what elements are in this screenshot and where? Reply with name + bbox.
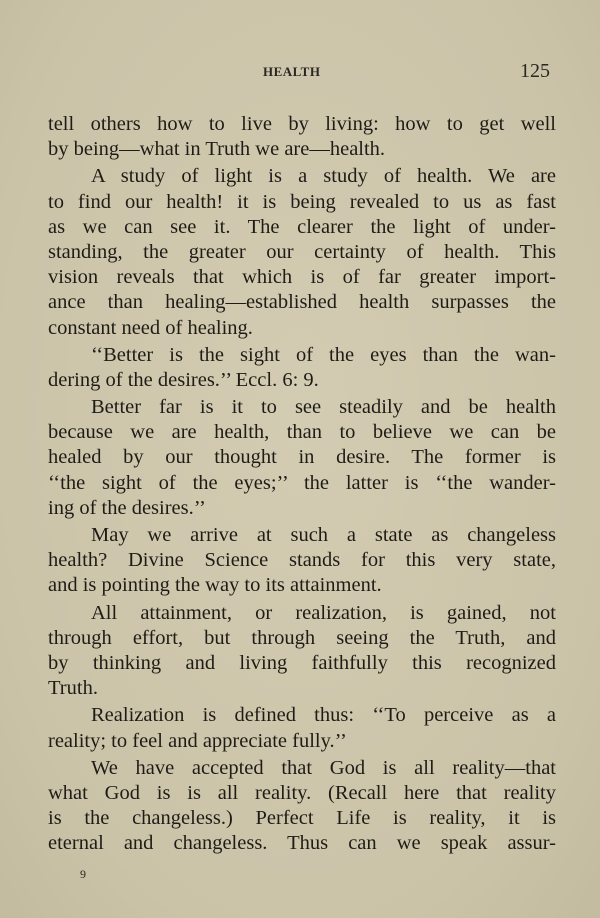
text-line: health? Divine Science stands for this very state, [48, 549, 556, 572]
text-line: Truth. [48, 677, 98, 700]
text-line: dering of the desires.’’ Eccl. 6: 9. [48, 368, 319, 391]
running-head: HEALTH [263, 64, 321, 79]
text-line: ‘‘the sight of the eyes;’’ the latter is ‘‘the wander- [48, 471, 556, 494]
text-line: ‘‘Better is the sight of the eyes than the wan- [91, 343, 556, 366]
text-line: Realization is defined thus: ‘‘To perceive as a [91, 704, 556, 727]
text-line: what God is is all reality. (Recall here that reality [48, 781, 556, 804]
text-line: to find our health! it is being revealed to us as fast [48, 190, 556, 213]
text-line: eternal and changeless. Thus can we speak assur- [48, 832, 556, 855]
text-line: as we can see it. The clearer the light of under- [48, 215, 556, 238]
text-line: ance than healing—established health surpasses the [48, 291, 556, 314]
text-line: constant need of healing. [48, 316, 253, 339]
text-line: standing, the greater our certainty of health. This [48, 240, 556, 263]
body-text [48, 112, 556, 856]
text-line: by thinking and living faithfully this recognized [48, 651, 556, 674]
text-line: tell others how to live by living: how to get well [48, 113, 556, 135]
text-line: and is pointing the way to its attainment. [48, 574, 382, 597]
text-line: reality; to feel and appreciate fully.’’ [48, 729, 347, 752]
text-line: We have accepted that God is all reality—that [91, 756, 556, 779]
text-line: is the changeless.) Perfect Life is reality, it is [48, 807, 556, 830]
page-number: 125 [520, 60, 550, 82]
text-line: A study of light is a study of health. We are [91, 165, 556, 188]
text-line: Better far is it to see steadily and be health [91, 396, 556, 419]
text-line: All attainment, or realization, is gained, not [91, 601, 556, 624]
text-line: through effort, but through seeing the Truth, and [48, 626, 556, 649]
text-line: vision reveals that which is of far greater import- [48, 266, 556, 289]
text-line: by being—what in Truth we are—health. [48, 138, 386, 161]
signature-mark: 9 [80, 867, 86, 881]
text-line: because we are health, than to believe we can be [48, 421, 556, 444]
text-line: healed by our thought in desire. The former is [48, 446, 556, 469]
text-line: ing of the desires.’’ [48, 496, 206, 519]
text-line: May we arrive at such a state as changeless [91, 524, 556, 546]
